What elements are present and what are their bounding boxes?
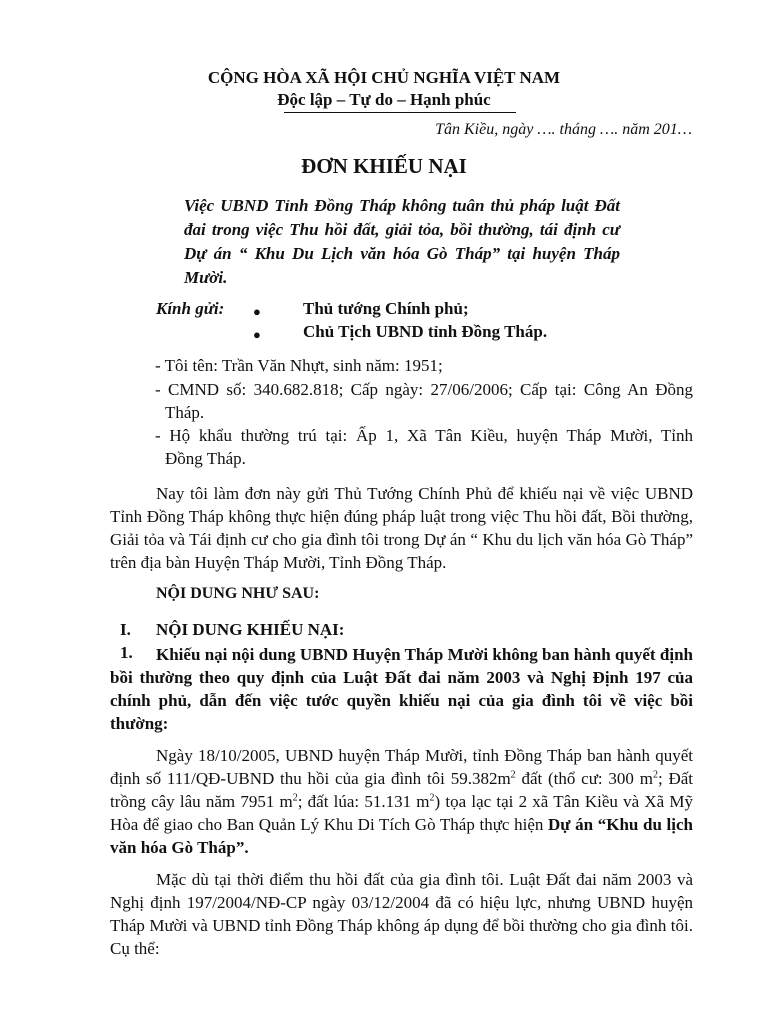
document-title: ĐƠN KHIẾU NẠI [301, 154, 467, 178]
bullet-icon: ● [253, 304, 261, 319]
section-number: I. [120, 620, 131, 639]
section-heading: NỘI DUNG KHIẾU NẠI: [156, 620, 345, 639]
paragraph-law-effect: Mặc dù tại thời điểm thu hồi đất của gia đình tôi. Luật Đất đai năm 2003 và Nghị định 197/2004/NĐ-CP ngày 03/12/2004 đã có hiệu lực, nhưng UBND huyện Tháp Mười và UBND tỉnh Đồng Tháp không áp dụng để bồi thường cho gia đình tôi. Cụ thể: [110, 870, 693, 958]
item-number: 1. [120, 643, 133, 662]
subject-text: Việc UBND Tỉnh Đồng Tháp không tuân thủ pháp luật Đất đai trong việc Thu hồi đất, giải tỏa, bồi thường, tái định cư Dự án “ Khu Du Lịch văn hóa Gò Tháp” tại huyện Tháp Mười. [184, 196, 620, 287]
project-name: Dự án “Khu du lịch văn hóa Gò Tháp”. [110, 815, 693, 857]
personal-address: - Hộ khẩu thường trú tại: Ấp 1, Xã Tân Kiều, huyện Tháp Mười, Tỉnh [155, 426, 693, 445]
personal-name: - Tôi tên: Trần Văn Nhựt, sinh năm: 1951; [155, 356, 443, 375]
paragraph-land-recovery: Ngày 18/10/2005, UBND huyện Tháp Mười, tỉnh Đồng Tháp ban hành quyết định số 111/QĐ-UBND thu hồi của gia đình tôi $59.382m^2$ đất (thổ cư: 300 $m^2$; Đất trồng cây lâu năm 7951 $m^2$; đất lúa: 51.131 $m^2$) tọa lạc tại 2 xã Tân Kiều và Xã Mỹ Hòa để giao cho Ban Quản Lý Khu Di Tích Gò Tháp thực hiện Dự án “Khu du lịch văn hóa Gò Tháp”. [110, 746, 693, 857]
personal-id: - CMND số: 340.682.818; Cấp ngày: 27/06/2006; Cấp tại: Công An Đồng [155, 380, 693, 399]
personal-id-cont: Tháp. [165, 403, 205, 422]
intro-paragraph: Nay tôi làm đơn này gửi Thủ Tướng Chính Phủ để khiếu nại về việc UBND Tỉnh Đồng Tháp không thực hiện đúng pháp luật trong việc Thu hồi đất, Bồi thường, Giải tỏa và Tái định cư cho gia đình tôi trong Dự án “ Khu du lịch văn hóa Gò Tháp” trên địa bàn Huyện Tháp Mười, Tỉnh Đồng Tháp. [110, 484, 693, 572]
place-date: Tân Kiều, ngày …. tháng …. năm 201… [435, 121, 692, 138]
recipient-item: Chủ Tịch UBND tỉnh Đồng Tháp. [303, 322, 548, 341]
nation-heading: CỘNG HÒA XÃ HỘI CHỦ NGHĨA VIỆT NAM [207, 68, 561, 87]
content-heading: NỘI DUNG NHƯ SAU: [156, 585, 320, 602]
item-text: Khiếu nại nội dung UBND Huyện Tháp Mười không ban hành quyết định bồi thường theo quy định của Luật Đất đai năm 2003 và Nghị Định 197 của chính phủ, dẫn đến việc tước quyền khiếu nại của gia đình tôi về việc bồi thường: [110, 645, 693, 733]
personal-address-cont: Đồng Tháp. [165, 449, 246, 468]
recipient-item: Thủ tướng Chính phủ; [303, 299, 469, 318]
motto-underline [284, 112, 516, 113]
motto: Độc lập – Tự do – Hạnh phúc [277, 90, 491, 109]
bullet-icon: ● [253, 327, 261, 342]
recipients-label: Kính gửi: [156, 299, 225, 318]
